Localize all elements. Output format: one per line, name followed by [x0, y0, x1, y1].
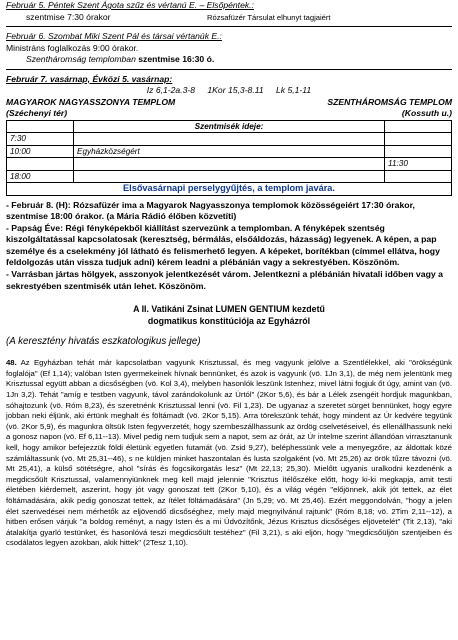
church-left: MAGYAROK NAGYASSZONYA TEMPLOM: [6, 96, 176, 107]
divider: [6, 69, 452, 70]
feb5-note: Rózsafüzér Társulat elhunyt tagjaiért: [207, 12, 331, 22]
table-row: [7, 145, 452, 158]
reading-1: Iz 6,1-2a.3-8: [146, 85, 196, 95]
church-right: SZENTHÁROMSÁG TEMPLOM: [327, 96, 452, 107]
feb5-title: Február 5. Péntek Szent Ágota szűz és vértanú E. – Elsőpéntek.:: [6, 0, 254, 10]
time-left: [7, 158, 74, 171]
intention: [74, 133, 385, 146]
time-left: 18:00: [7, 170, 74, 183]
church-subtitles: [6, 108, 452, 119]
time-right: [385, 170, 452, 183]
feb6-line2-pre: Szentháromság templomban: [26, 54, 139, 64]
paragraph-number: 48.: [6, 358, 17, 368]
readings: [6, 85, 452, 97]
time-right: [385, 145, 452, 158]
intention: [74, 158, 385, 171]
collection-notice: Elsővasárnapi perselygyűjtés, a templom javára.: [7, 183, 452, 196]
announcement-item: - Február 8. (H): Rózsafüzér ima a Magyarok Nagyasszonya templomok közösségeiért 17:30 órakor, szentmise 18:00 órakor. (a Mária Rádió élőben közvetíti): [6, 199, 415, 222]
feb5-row: [6, 12, 452, 24]
table-header-row: [7, 120, 452, 133]
feb7-title: Február 7. vasárnap, Évközi 5. vasárnap:: [6, 73, 173, 84]
table-header: Szentmisék ideje:: [74, 120, 385, 133]
heading-line-1: A II. Vatikáni Zsinat LUMEN GENTIUM kezdetű: [133, 304, 325, 315]
time-left: 7:30: [7, 133, 74, 146]
time-right: [385, 133, 452, 146]
paragraph-48: [6, 358, 452, 549]
feb5-mass: szentmise 7:30 órakor: [26, 11, 111, 22]
table-row: [7, 158, 452, 171]
intention: [74, 170, 385, 183]
feb6-line1: Ministráns foglalkozás 9:00 órakor.: [6, 42, 139, 53]
time-right: 11:30: [385, 158, 452, 171]
feb6-line2: [6, 54, 452, 66]
document-heading: [6, 304, 452, 327]
announcements: [6, 200, 452, 293]
announcement-item: - Papság Éve: Régi fényképekből kiállítást szervezünk a templomban. A fényképek szentség kiszolgáltatással kapcsolatosak (keresztség, bérmálás, elsőáldozás, házasság) legyenek. A képen, a pap személye és a cselekmény jól látható és felismerhető legyen. A képeket, borítékban (címmel ellátva, hogy feldolgozás után vissza tudjuk adni) kérem leadni a plébánián vagy a sekrestyében. Köszönöm.: [6, 222, 440, 268]
schedule-block: [6, 0, 452, 196]
feb6-title: Február 6. Szombat Miki Szent Pál és társai vértanúk E.:: [6, 31, 222, 41]
divider: [6, 26, 452, 27]
paragraph-text: Az Egyházban tehát már kapcsolatban vagyunk Krisztussal, és meg vagyunk jelölve a Szentlélekkel, aki "örökségünk foglalója" (Ef 1,14); valóban Isten gyermekeinek hívnak bennünket, és azok is vagyunk (vö. 1Jn 3,1), de még nem jelentünk meg Krisztussal együtt abban a dicsőségben (vö. Kol 3,4), melyben hasonlók leszünk Istenhez, mivel látni fogjuk őt úgy, amint van (vö. 1Jn 3,2). Tehát "amíg e testben vagyunk, távol zarándokolunk az Úrtól" (2Kor 5,6), és bár a Lélek zsengéit hordjuk magunkban, sóhajtozunk (vö. Róm 8,23), és szeretnénk Krisztussal lenni (vö. Fil 1,23). De ugyanaz a szeretet sürget bennünket, hogy egyre jobban neki éljünk, aki értünk meghalt és föltámadt (vö. 2Kor 5,15). Arra törekszünk tehát, hogy mindent az Úr kedvére tegyünk (vö. 2Kor 5,9), és magunkra öltsük Isten fegyverzetét, hogy szembeszállhassunk az ördög cselvetéseivel, és ellenállhassunk neki a gonosz napon (vö. Ef 6,11--13). Mivel pedig nem tudjuk sem a napot, sem az órát, az Úr intelme szerint állandóan virrasztanunk kell, hogy amikor befejezzük földi életünk egyetlen futamát (vö. Zsid 9,27), beléphessünk vele a menyegzőre, az áldottak közé számláltassunk (vö. Mt 25,31--46), s ne küldjen minket haszontalan és lusta szolgaként (vö. Mt 25,26) az örök tűzre távozni (vö. Mt 25,41), a külső sötétségre, ahol "sírás és fogcsikorgatás lesz" (Mt 22,13; 25,30). Mielőtt ugyanis uralkodni kezdenénk a megdicsőült Krisztussal, valamennyiünknek meg kell majd jelennie "Krisztus ítélőszéke előtt, hogy ki-ki megkapja, amit testi életében kiérdemelt, aszerint, hogy jót vagy gonoszat tett (2Kor 5,10), és a világ végén "előjönnek, akik jót tettek, az élet föltámadására, akik pedig gonoszat tettek, az ítélet föltámadására" (Jn 5,29; vö. Mt 25,46). Ezért meggondolván, "hogy a jelen élet szenvedései nem mérhetők az eljövendő dicsőséghez, mely majd megnyilvánul rajtunk" (Róm 8,18; vö. 2Tim 2,11--12), a hitben erősen várjuk "a boldog reményt, a nagy Isten és a mi Üdvözítőnk, Jézus Krisztus dicsőséges eljövetelét" (Tit 2,13), "aki átalakítja gyarló testünket, és hasonlóvá teszi megdicsőült testéhez" (Fil 3,21), s aki eljön, hogy "megdicsőüljön szentjeiben és csodálatos legyen azokban, akik hittek" (2Tesz 1,10).: [6, 358, 452, 548]
mass-schedule-table: [6, 120, 452, 196]
time-left: 10:00: [7, 145, 74, 158]
section-subtitle: (A keresztény hivatás eszkatologikus jellege): [6, 336, 201, 348]
feb6-line2-bold: szentmise 16:30: [138, 54, 205, 64]
table-row: [7, 170, 452, 183]
intention: Egyházközségért: [74, 145, 385, 158]
church-right-sub: (Kossuth u.): [401, 107, 452, 118]
feb6-line2-post: ó.: [204, 54, 215, 64]
announcement-item: - Varrásban jártas hölgyek, asszonyok jelentkezését várom. Jelentkezni a plébánián hivatali időben vagy a sekrestyében szentmisék után lehet. Köszönöm.: [6, 269, 443, 291]
table-highlight-row: [7, 183, 452, 196]
reading-2: 1Kor 15,3-8.11: [207, 85, 264, 95]
table-row: [7, 133, 452, 146]
reading-3: Lk 5,1-11: [276, 85, 312, 95]
church-names: [6, 97, 452, 108]
church-left-sub: (Széchenyi tér): [6, 107, 68, 118]
heading-line-2: dogmatikus konstitúciója az Egyházról: [147, 315, 311, 326]
